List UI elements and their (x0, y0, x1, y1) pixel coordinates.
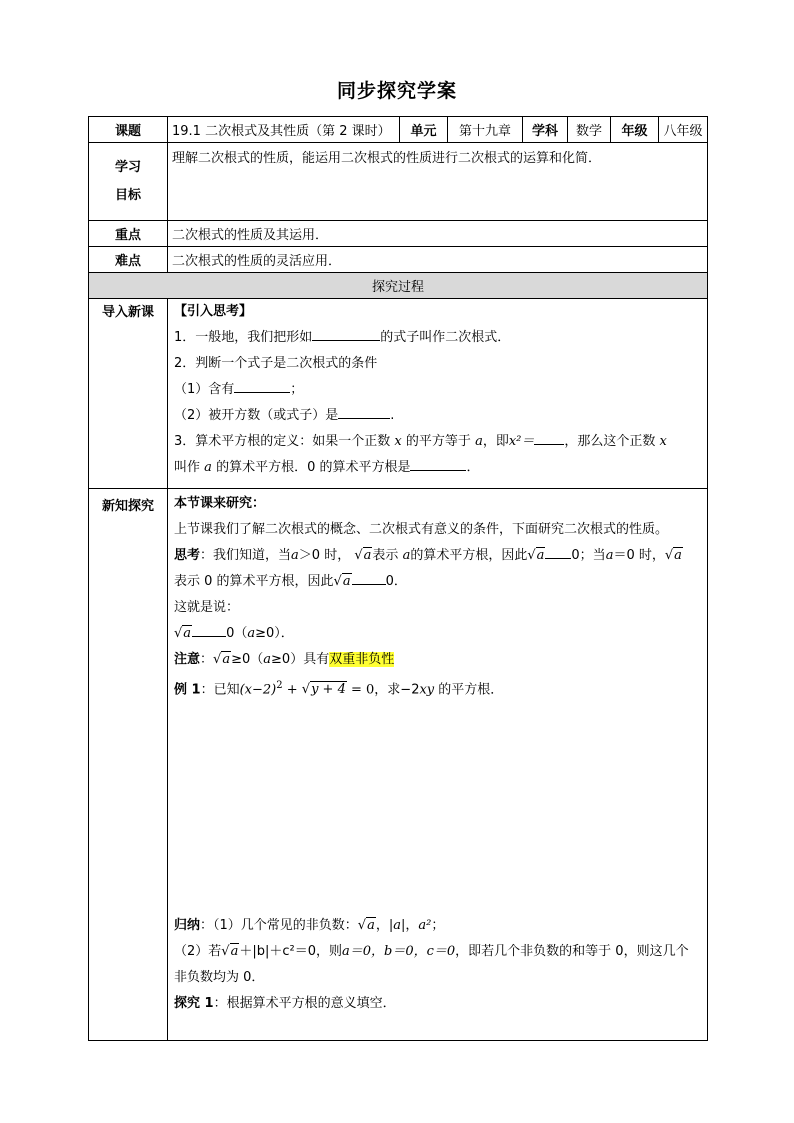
think-line-1: 思考：我们知道，当a＞0 时， √a表示 a的算术平方根，因此√a 0；当a＝0 时，√a (174, 543, 703, 569)
intro-q2-1: （1）含有 ； (174, 377, 703, 403)
sqrt-symbol: √a (174, 626, 192, 641)
summary-line-1: 归纳：（1）几个常见的非负数：√a，|a|，a²； (174, 913, 714, 939)
sqrt-symbol: √a (357, 918, 375, 933)
intro-q3: 3．算术平方根的定义：如果一个正数 x 的平方等于 a，即x²＝ ，那么这个正数 x (174, 429, 703, 455)
intro-q2-2: （2）被开方数（或式子）是 . (174, 403, 703, 429)
goal-label-line2: 目标 (114, 187, 141, 203)
document-title: 同步探究学案 (336, 80, 457, 102)
sqrt-symbol: √y + 4 (301, 682, 346, 698)
process-header-row (89, 273, 708, 299)
sqrt-symbol: √a (213, 652, 231, 667)
sqrt-symbol: √a (664, 548, 682, 563)
unit-value: 第十九章 (448, 117, 523, 143)
header-row (89, 117, 708, 143)
explore-intro-paragraph: 上节课我们了解二次根式的概念、二次根式有意义的条件，下面研究二次根式的性质。 (174, 522, 669, 537)
answer-blank (312, 326, 380, 341)
intro-q2: 2．判断一个式子是二次根式的条件 (174, 356, 378, 371)
unit-label: 单元 (400, 117, 448, 143)
sqrt-symbol: √a (221, 944, 239, 959)
grade-label: 年级 (611, 117, 659, 143)
probe-1: 探究 1：根据算术平方根的意义填空． (174, 996, 396, 1011)
goal-label (89, 143, 168, 221)
study-sheet-table (88, 116, 708, 1041)
intro-row (89, 299, 708, 489)
intro-label: 导入新课 (89, 299, 168, 489)
example-1: 例 1：已知$(x-2)^2 + √y + 4 = 0$，求−2xy 的平方根． (174, 673, 703, 703)
explore-row (89, 489, 708, 1041)
so-said-line: 这就是说： (174, 600, 240, 615)
intro-heading: 【引入思考】 (174, 304, 253, 319)
process-header: 探究过程 (89, 273, 708, 299)
explore-label: 新知探究 (89, 489, 168, 1041)
rule-line: √a 0（a≥0）． (174, 621, 703, 647)
intro-content (168, 299, 708, 489)
summary-block (174, 913, 714, 1017)
difficulty-label: 难点 (89, 247, 168, 273)
answer-blank (545, 544, 571, 559)
goal-row (89, 143, 708, 221)
summary-line-2: （2）若√a＋|b|＋c²＝0，则a＝0，b＝0，c＝0，即若几个非负数的和等于 0，则这几个 (174, 939, 714, 965)
note-line: 注意：√a≥0（a≥0）具有双重非负性 (174, 647, 703, 673)
topic-label: 课题 (89, 117, 168, 143)
key-row (89, 221, 708, 247)
sqrt-symbol: √a (527, 548, 545, 563)
think-line-2: 表示 0 的算术平方根，因此√a 0． (174, 569, 703, 595)
difficulty-row (89, 247, 708, 273)
highlight-double-nonnegative: 双重非负性 (329, 652, 395, 667)
answer-blank (192, 622, 226, 637)
summary-line-3: 非负数均为 0． (174, 970, 265, 985)
subject-value: 数学 (568, 117, 611, 143)
intro-q1: 1．一般地，我们把形如 的式子叫作二次根式． (174, 325, 703, 351)
difficulty-text: 二次根式的性质的灵活应用． (168, 247, 708, 273)
subject-label: 学科 (523, 117, 568, 143)
answer-blank (410, 456, 466, 471)
goal-label-line1: 学习 (114, 159, 141, 175)
goal-text: 理解二次根式的性质，能运用二次根式的性质进行二次根式的运算和化简． (168, 143, 708, 221)
intro-q3-line2: 叫作 a 的算术平方根．0 的算术平方根是 ． (174, 455, 703, 481)
topic-value: 19.1 二次根式及其性质（第 2 课时） (168, 117, 400, 143)
sqrt-symbol: √a (333, 574, 351, 589)
key-label: 重点 (89, 221, 168, 247)
grade-value: 八年级 (659, 117, 708, 143)
explore-content (168, 489, 708, 1041)
answer-blank (352, 570, 386, 585)
key-text: 二次根式的性质及其运用． (168, 221, 708, 247)
answer-blank (234, 378, 290, 393)
answer-blank (534, 430, 564, 445)
sqrt-symbol: √a (354, 548, 372, 563)
answer-blank (338, 404, 390, 419)
explore-heading: 本节课来研究： (174, 496, 266, 511)
